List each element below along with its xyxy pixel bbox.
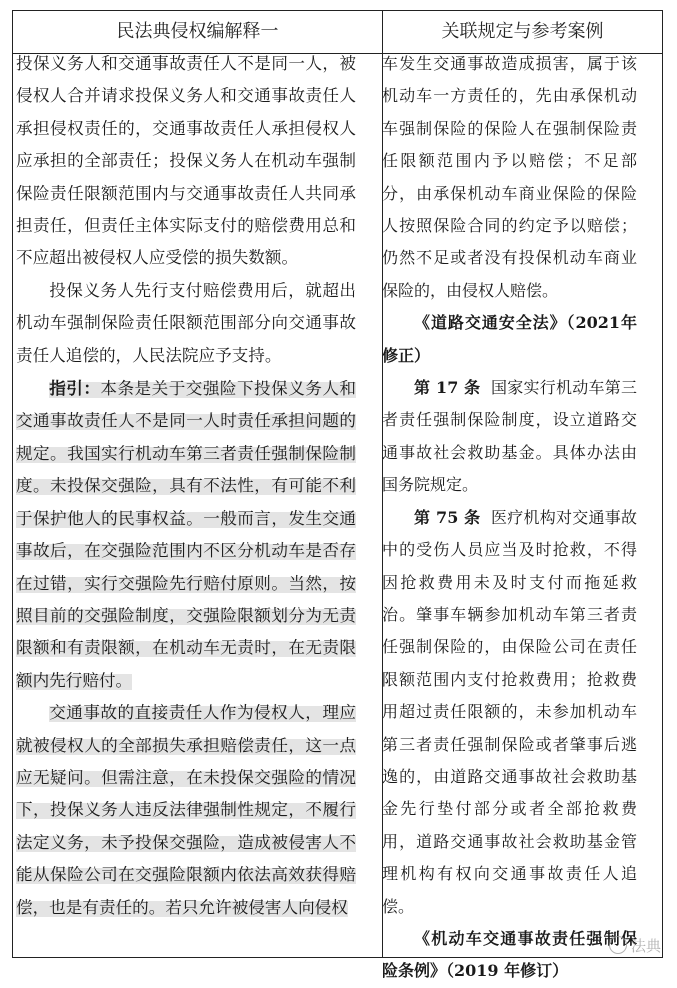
guide-label: 指引： — [49, 378, 101, 399]
guide-paragraph — [16, 372, 356, 697]
watermark-text: 法典 — [630, 937, 661, 955]
right-column — [382, 48, 637, 988]
article-75-text: 医疗机构对交通事故中的受伤人员应当及时抢救，不得因抢救费用未及时支付而拖延救治。肇事车辆参加机动车第三者责任强制保险的，由保险公司在责任限额范围内支付抢救费用；抢救费用超过责任限额的，未参加机动车第三者责任强制保险或者肇事后逃逸的，由道路交通事故社会救助基金先行垫付部分或者全部抢救费用，道路交通事故社会救助基金管理机构有权向交通事故责任人追偿。 — [382, 507, 637, 916]
interpretation-paragraph-2: 投保义务人先行支付赔偿费用后，就超出机动车强制保险责任限额范围部分向交通事故责任人追偿的，人民法院应予支持。 — [16, 280, 356, 365]
interpretation-paragraph-1: 投保义务人和交通事故责任人不是同一人，被侵权人合并请求投保义务人和交通事故责任人承担侵权责任的，交通事故责任人承担侵权人应承担的全部责任；投保义务人在机动车强制保险责任限额范围内与交通事故责任人共同承担责任，但责任主体实际支付的赔偿费用总和不应超出被侵权人应受偿的损失数额。 — [16, 54, 356, 268]
law-title-compulsory-insurance: 《机动车交通事故责任强制保险条例》（2019 年修订） — [382, 928, 637, 981]
related-rule-paragraph: 车发生交通事故造成损害，属于该机动车一方责任的，先由承保机动车强制保险的保险人在强制保险责任限额范围内予以赔偿；不足部分，由承保机动车商业保险的保险人按照保险合同的约定予以赔偿；仍然不足或者没有投保机动车商业保险的，由侵权人赔偿。 — [382, 54, 637, 300]
right-column-header: 关联规定与参考案例 — [441, 21, 604, 42]
watermark-logo-icon — [609, 936, 627, 954]
article-17 — [382, 372, 637, 502]
article-75-label: 第 75 条 — [414, 507, 481, 527]
guide-text: 本条是关于交强险下投保义务人和交通事故责任人不是同一人时责任承担问题的规定。我国实行机动车第三者责任强制保险制度。未投保交强险，具有不法性，有可能不利于保护他人的民事权益。一般而言，发生交通事故后，在交强险范围内不区分机动车是否存在过错，实行交强险先行赔付原则。当然，按照目前的交强险制度，交强险限额划分为无责限额和有责限额，在机动车无责时，在无责限额内先行赔付。 — [16, 379, 357, 690]
left-column — [16, 48, 356, 924]
analysis-text: 交通事故的直接责任人作为侵权人，理应就被侵权人的全部损失承担赔偿责任，这一点应无疑问。但需注意，在未投保交强险的情况下，投保义务人违反法律强制性规定，不履行法定义务，未予投保交强险，造成被侵害人不能从保险公司在交强险限额内依法高效获得赔偿，也是有责任的。若只允许被侵害人向侵权 — [16, 703, 356, 917]
article-17-text: 国家实行机动车第三者责任强制保险制度，设立道路交通事故社会救助基金。具体办法由国务院规定。 — [382, 378, 637, 495]
watermark — [609, 935, 661, 956]
article-75 — [382, 502, 637, 923]
law-title-road-traffic-safety: 《道路交通安全法》（2021年修正） — [382, 313, 637, 365]
analysis-paragraph — [16, 697, 356, 924]
article-17-label: 第 17 条 — [414, 378, 481, 398]
left-column-header: 民法典侵权编解释一 — [116, 21, 279, 42]
